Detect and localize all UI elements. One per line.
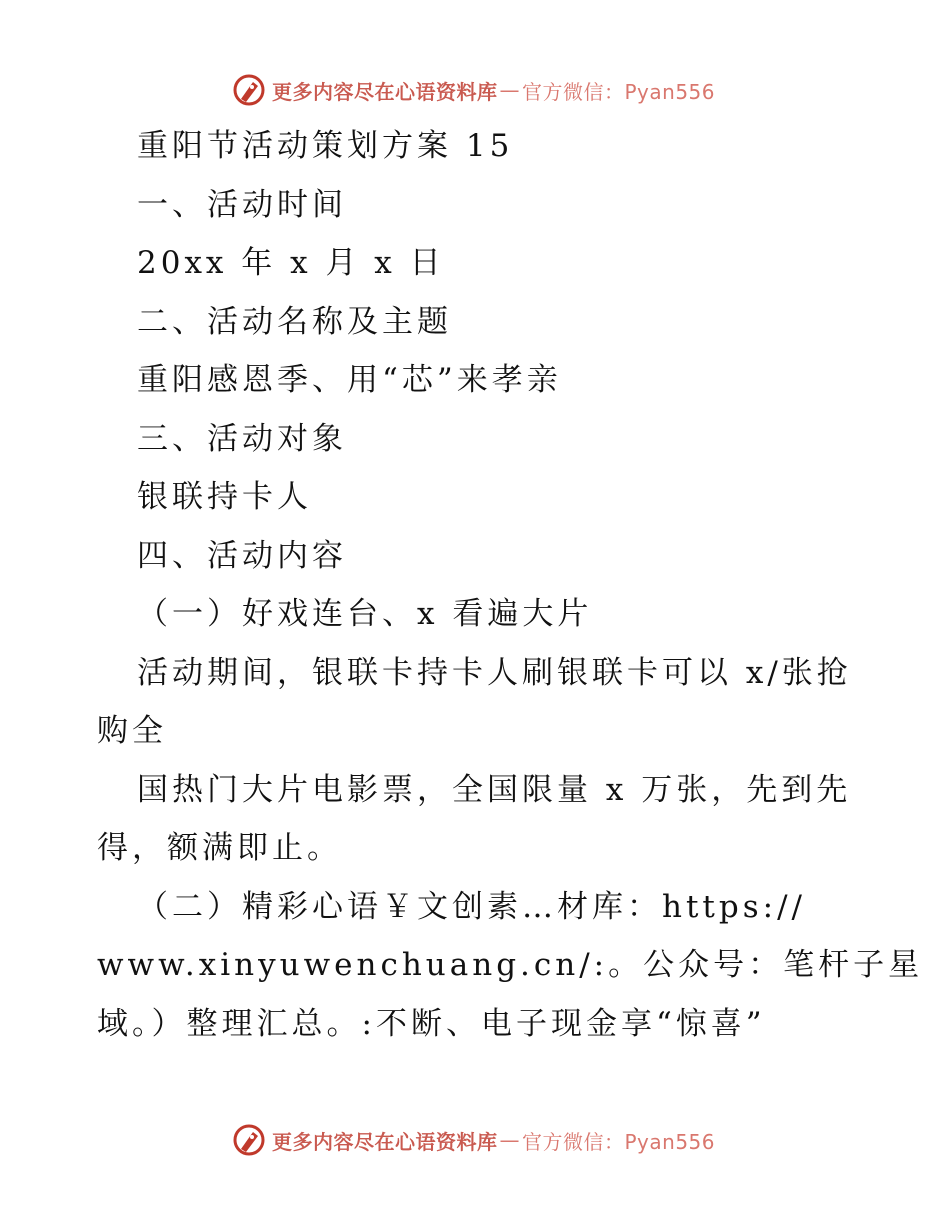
paragraph-line: 得，额满即止。 — [97, 830, 342, 866]
section-heading: 四、活动内容 — [137, 537, 347, 574]
document-body — [97, 117, 924, 1053]
section-heading: 二、活动名称及主题 — [137, 303, 452, 340]
banner-dash: — — [499, 1128, 520, 1152]
paragraph-line: 重阳感恩季、用“芯”来孝亲 — [137, 362, 562, 398]
header-watermark — [232, 71, 715, 109]
pen-logo-icon — [232, 73, 266, 107]
paragraph-line: 20xx 年 x 月 x 日 — [137, 245, 445, 281]
paragraph-line: 活动期间，银联卡持卡人刷银联卡可以 x/张抢 — [137, 654, 852, 691]
paragraph-line: 银联持卡人 — [137, 479, 312, 515]
paragraph-line: 国热门大片电影票，全国限量 x 万张，先到先 — [137, 771, 852, 808]
paragraph-line: 购全 — [97, 713, 167, 749]
section-heading: 三、活动对象 — [137, 420, 347, 457]
subsection-heading: （一）好戏连台、x 看遍大片 — [137, 596, 593, 632]
paragraph-line: www.xinyuwenchuang.cn/:。公众号：笔杆子星 — [97, 947, 924, 983]
section-heading: 一、活动时间 — [137, 186, 347, 223]
banner-main-text: 更多内容尽在心语资料库 — [272, 1129, 498, 1154]
banner-suffix-text: 官方微信：Pyan556 — [522, 1129, 716, 1154]
doc-title: 重阳节活动策划方案 15 — [137, 128, 514, 164]
banner-dash: — — [499, 78, 520, 102]
footer-watermark — [232, 1121, 715, 1159]
subsection-heading: （二）精彩心语￥文创素…材库：https:// — [137, 888, 806, 925]
paragraph-line: 域。）整理汇总。:不断、电子现金享“惊喜” — [97, 1005, 766, 1042]
pen-logo-icon — [232, 1123, 266, 1157]
banner-suffix-text: 官方微信：Pyan556 — [522, 79, 716, 104]
banner-main-text: 更多内容尽在心语资料库 — [272, 79, 498, 104]
